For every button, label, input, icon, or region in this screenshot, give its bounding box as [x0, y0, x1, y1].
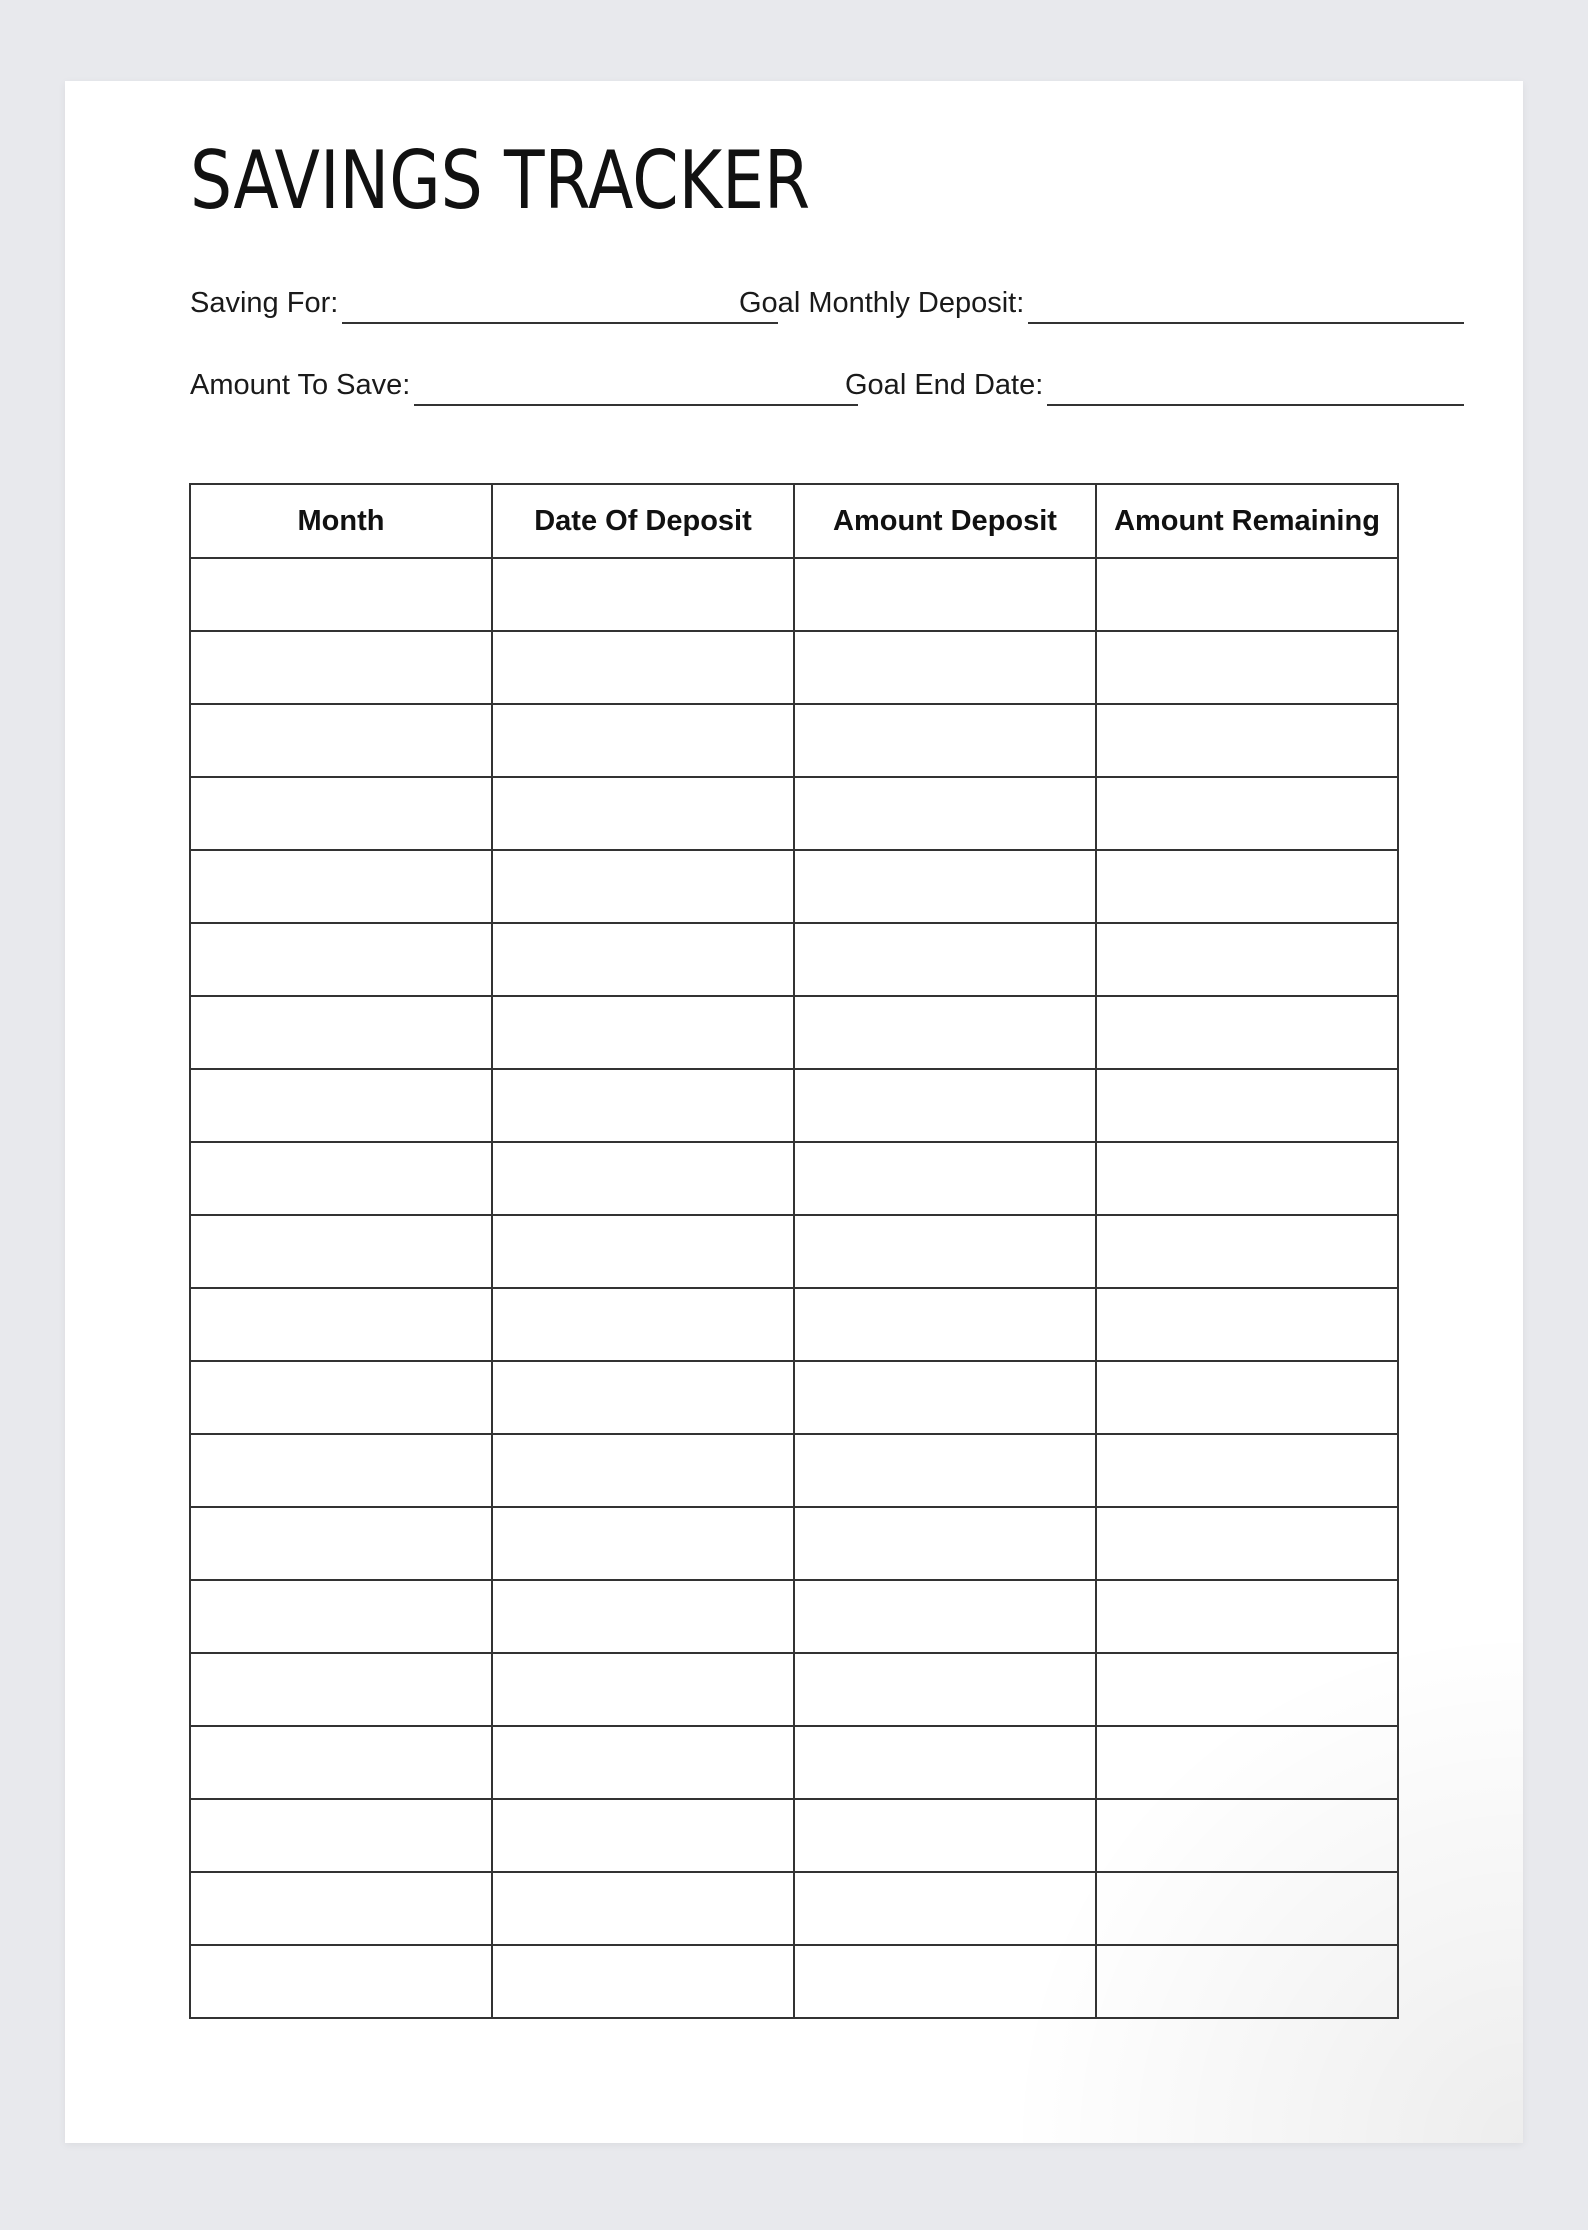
amount-to-save-blank[interactable] [414, 366, 858, 406]
header-date-of-deposit: Date Of Deposit [492, 484, 794, 558]
cell-month[interactable] [190, 777, 492, 850]
header-amount-remaining: Amount Remaining [1096, 484, 1398, 558]
cell-date-of-deposit[interactable] [492, 1872, 794, 1945]
cell-date-of-deposit[interactable] [492, 923, 794, 996]
cell-month[interactable] [190, 1069, 492, 1142]
cell-amount-remaining[interactable] [1096, 1142, 1398, 1215]
table-body [190, 558, 1398, 2018]
cell-amount-remaining[interactable] [1096, 850, 1398, 923]
cell-month[interactable] [190, 1872, 492, 1945]
cell-amount-deposit[interactable] [794, 1361, 1096, 1434]
goal-end-date-field [845, 366, 1464, 406]
table-row [190, 1142, 1398, 1215]
goal-monthly-deposit-blank[interactable] [1028, 284, 1464, 324]
cell-date-of-deposit[interactable] [492, 1945, 794, 2018]
cell-month[interactable] [190, 1653, 492, 1726]
table-row [190, 850, 1398, 923]
cell-date-of-deposit[interactable] [492, 1507, 794, 1580]
cell-amount-remaining[interactable] [1096, 1361, 1398, 1434]
saving-for-label: Saving For: [190, 287, 339, 319]
cell-date-of-deposit[interactable] [492, 704, 794, 777]
table-row [190, 1580, 1398, 1653]
table-row [190, 1069, 1398, 1142]
cell-amount-deposit[interactable] [794, 1142, 1096, 1215]
cell-amount-deposit[interactable] [794, 631, 1096, 704]
table-row [190, 1726, 1398, 1799]
table-row [190, 1215, 1398, 1288]
cell-date-of-deposit[interactable] [492, 1288, 794, 1361]
amount-to-save-field [190, 366, 858, 406]
cell-amount-remaining[interactable] [1096, 1069, 1398, 1142]
table-row [190, 631, 1398, 704]
goal-end-date-blank[interactable] [1047, 366, 1464, 406]
cell-date-of-deposit[interactable] [492, 1799, 794, 1872]
table-row [190, 1361, 1398, 1434]
cell-month[interactable] [190, 1580, 492, 1653]
cell-amount-deposit[interactable] [794, 1945, 1096, 2018]
cell-amount-remaining[interactable] [1096, 1288, 1398, 1361]
header-amount-deposit: Amount Deposit [794, 484, 1096, 558]
cell-amount-remaining[interactable] [1096, 777, 1398, 850]
cell-month[interactable] [190, 996, 492, 1069]
cell-amount-deposit[interactable] [794, 1799, 1096, 1872]
cell-date-of-deposit[interactable] [492, 1726, 794, 1799]
cell-date-of-deposit[interactable] [492, 1142, 794, 1215]
cell-month[interactable] [190, 1507, 492, 1580]
cell-date-of-deposit[interactable] [492, 1215, 794, 1288]
cell-amount-deposit[interactable] [794, 1288, 1096, 1361]
cell-amount-remaining[interactable] [1096, 1580, 1398, 1653]
cell-amount-deposit[interactable] [794, 1653, 1096, 1726]
cell-amount-remaining[interactable] [1096, 996, 1398, 1069]
table-row [190, 1434, 1398, 1507]
cell-amount-deposit[interactable] [794, 1507, 1096, 1580]
cell-date-of-deposit[interactable] [492, 631, 794, 704]
cell-amount-remaining[interactable] [1096, 1872, 1398, 1945]
page-title: SAVINGS TRACKER [190, 134, 811, 227]
cell-date-of-deposit[interactable] [492, 1434, 794, 1507]
table-row [190, 1799, 1398, 1872]
cell-month[interactable] [190, 1726, 492, 1799]
table-row [190, 558, 1398, 631]
cell-amount-remaining[interactable] [1096, 1726, 1398, 1799]
cell-month[interactable] [190, 923, 492, 996]
goal-monthly-deposit-label: Goal Monthly Deposit: [739, 287, 1025, 319]
cell-amount-deposit[interactable] [794, 558, 1096, 631]
cell-date-of-deposit[interactable] [492, 1069, 794, 1142]
cell-month[interactable] [190, 850, 492, 923]
cell-month[interactable] [190, 1361, 492, 1434]
cell-amount-deposit[interactable] [794, 1069, 1096, 1142]
cell-amount-remaining[interactable] [1096, 1653, 1398, 1726]
cell-month[interactable] [190, 558, 492, 631]
table-row [190, 1288, 1398, 1361]
cell-amount-deposit[interactable] [794, 777, 1096, 850]
cell-date-of-deposit[interactable] [492, 777, 794, 850]
cell-month[interactable] [190, 1215, 492, 1288]
cell-amount-remaining[interactable] [1096, 923, 1398, 996]
cell-amount-deposit[interactable] [794, 1580, 1096, 1653]
table-row [190, 1653, 1398, 1726]
table-row [190, 1507, 1398, 1580]
cell-date-of-deposit[interactable] [492, 850, 794, 923]
cell-amount-remaining[interactable] [1096, 704, 1398, 777]
table-header-row [190, 484, 1398, 558]
table-row [190, 1945, 1398, 2018]
table-row [190, 777, 1398, 850]
cell-amount-remaining[interactable] [1096, 1945, 1398, 2018]
table-row [190, 996, 1398, 1069]
cell-month[interactable] [190, 704, 492, 777]
table-row [190, 1872, 1398, 1945]
cell-month[interactable] [190, 1799, 492, 1872]
table-row [190, 704, 1398, 777]
amount-to-save-label: Amount To Save: [190, 369, 411, 401]
cell-amount-remaining[interactable] [1096, 631, 1398, 704]
savings-table [189, 483, 1399, 2019]
cell-amount-remaining[interactable] [1096, 1215, 1398, 1288]
cell-amount-deposit[interactable] [794, 850, 1096, 923]
cell-date-of-deposit[interactable] [492, 1653, 794, 1726]
saving-for-field [190, 284, 778, 324]
cell-amount-deposit[interactable] [794, 923, 1096, 996]
cell-month[interactable] [190, 1288, 492, 1361]
header-month: Month [190, 484, 492, 558]
cell-month[interactable] [190, 631, 492, 704]
cell-amount-deposit[interactable] [794, 1434, 1096, 1507]
cell-month[interactable] [190, 1142, 492, 1215]
cell-amount-deposit[interactable] [794, 1215, 1096, 1288]
cell-month[interactable] [190, 1945, 492, 2018]
cell-amount-remaining[interactable] [1096, 1799, 1398, 1872]
cell-amount-remaining[interactable] [1096, 558, 1398, 631]
cell-date-of-deposit[interactable] [492, 1361, 794, 1434]
tracker-page [65, 81, 1523, 2143]
table-row [190, 923, 1398, 996]
cell-amount-remaining[interactable] [1096, 1434, 1398, 1507]
cell-amount-deposit[interactable] [794, 704, 1096, 777]
cell-month[interactable] [190, 1434, 492, 1507]
cell-amount-deposit[interactable] [794, 1872, 1096, 1945]
cell-amount-deposit[interactable] [794, 1726, 1096, 1799]
cell-date-of-deposit[interactable] [492, 1580, 794, 1653]
cell-amount-remaining[interactable] [1096, 1507, 1398, 1580]
cell-amount-deposit[interactable] [794, 996, 1096, 1069]
cell-date-of-deposit[interactable] [492, 996, 794, 1069]
goal-monthly-deposit-field [739, 284, 1464, 324]
saving-for-blank[interactable] [342, 284, 778, 324]
cell-date-of-deposit[interactable] [492, 558, 794, 631]
goal-end-date-label: Goal End Date: [845, 369, 1044, 401]
